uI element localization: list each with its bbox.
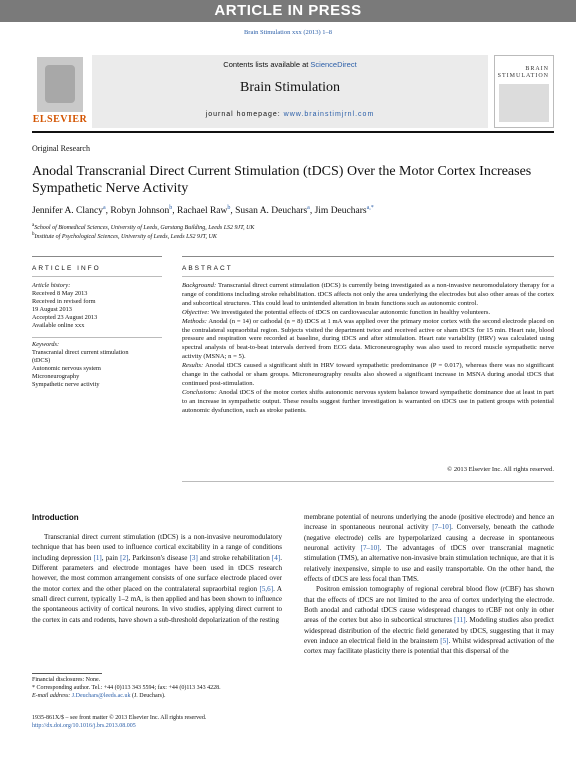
article-info-label: ARTICLE INFO (32, 265, 101, 272)
citation-link[interactable]: [7–10] (432, 523, 452, 532)
author[interactable]: Susan A. Deuchars$^a$ (235, 205, 310, 217)
article-info (32, 282, 162, 389)
citation-link[interactable]: [1] (93, 553, 102, 562)
keyword: Autonomic nervous system (32, 364, 101, 372)
abstract-subrule (182, 276, 554, 277)
abstract-body (182, 282, 554, 416)
email-link[interactable]: J.Deuchars@leeds.ac.uk (71, 693, 131, 699)
publisher-name: ELSEVIER (32, 114, 88, 125)
article-category: Original Research (32, 144, 90, 153)
history-heading: Article history: (32, 282, 71, 289)
copyright-notice: © 2013 Elsevier Inc. All rights reserved. (447, 466, 554, 473)
history-item: 19 August 2013 (32, 306, 72, 314)
cover-title (498, 66, 549, 80)
elsevier-tree-icon (37, 57, 83, 112)
issn-line: 1935-861X/$ – see front matter © 2013 Elsevier Inc. All rights reserved. (32, 715, 207, 721)
history-item: Available online xxx (32, 322, 85, 330)
abstract-results: Results: Anodal tDCS caused a significant shift in HRV toward sympathetic predominance (P = 0.017), whereas there was no significant change in the cathodal or sham groups. Microneurography results also showed a significant increase in MSNA during anodal tDCS that continued post-stimulation. (182, 362, 554, 387)
footnote-disclosure: Financial disclosures: None. (32, 677, 101, 683)
homepage-prefix: journal homepage: (205, 111, 281, 118)
article-info-rule (32, 256, 162, 257)
paragraph: Positron emission tomography of regional cerebral blood flow (rCBF) has shown that the effects of tDCS are not limited to the area of cortex underlying the electrode. Both anodal and cathodal tDCS cause widespread changes to rCBF not only in other areas of the cortex but also in subcortical structures [11]. Modeling studies also predict widespread distribution of the electric field generated by tDCS, suggesting that it may even induce an electrical field in the brainstem [5]. Whilst widespread activation of the cortex may facilitate plasticity there is potential that this dispersal of the (304, 585, 555, 656)
footnote-rule (32, 673, 102, 674)
info-divider (32, 337, 162, 338)
abstract-bottom-rule (182, 481, 554, 482)
abstract-objective: Objective: We investigated the potential effects of tDCS on cardiovascular autonomic function in healthy volunteers. (182, 308, 491, 316)
footnote-corresponding: * Corresponding author. Tel.: +44 (0)113 343 5594; fax: +44 (0)113 343 4228. (32, 685, 221, 691)
affiliation: $^b$Institute of Psychological Sciences, University of Leeds, Leeds LS2 9JT, UK (32, 232, 217, 240)
author-list: Jennifer A. Clancy$^a$, Robyn Johnson$^b$, Rachael Raw$^b$, Susan A. Deuchars$^a$, Jim Deuchars$^{a,*}$ (32, 205, 374, 217)
section-heading-introduction: Introduction (32, 513, 79, 522)
body-column-left (32, 532, 282, 625)
affiliation: $^a$School of Biomedical Sciences, University of Leeds, Garstang Building, Leeds LS2 9JT, UK (32, 223, 255, 231)
homepage-link[interactable]: www.brainstimjrnl.com (283, 111, 375, 118)
citation-link[interactable]: [3] (189, 553, 198, 562)
elsevier-logo (32, 55, 88, 128)
journal-citation[interactable]: Brain Stimulation xxx (2013) 1–8 (243, 29, 333, 36)
abstract-label: ABSTRACT (182, 265, 233, 272)
sciencedirect-link[interactable]: ScienceDirect (310, 60, 357, 69)
journal-cover-thumbnail (494, 55, 554, 128)
footnote-email: E-mail address: J.Deuchars@leeds.ac.uk (J. Deuchars). (32, 693, 166, 699)
history-item: Received 8 May 2013 (32, 290, 88, 298)
journal-name: Brain Stimulation (240, 80, 340, 95)
cover-title-line-1: BRAIN (525, 66, 549, 72)
author[interactable]: Rachael Raw$^b$ (177, 205, 231, 217)
keyword: Sympathetic nerve activity (32, 381, 100, 389)
article-in-press-banner: ARTICLE IN PRESS (0, 0, 576, 22)
author[interactable]: Jennifer A. Clancy$^a$ (32, 205, 106, 217)
journal-header (32, 55, 554, 128)
journal-masthead (92, 55, 488, 128)
history-item: Received in revised form (32, 298, 96, 306)
keywords-heading: Keywords: (32, 340, 60, 348)
keyword: (tDCS) (32, 356, 51, 364)
abstract-background: Background: Transcranial direct current stimulation (tDCS) is currently being investigated as a non-invasive neuromodulatory therapy for a range of conditions including stroke rehabilitation. tDCS affects not only the area underlying the electrodes but also other areas of the cortex and subcortical structures. This could lead to unintended alteration in brain functions such as autonomic control. (182, 282, 554, 307)
citation-link[interactable]: [2] (120, 553, 129, 562)
journal-homepage (92, 111, 488, 118)
abstract-conclusions: Conclusions: Anodal tDCS of the motor cortex shifts autonomic nervous system balance toward sympathetic dominance due at least in part to an increase in sympathetic output. These results suggest further investigation is warranted on tDCS use in patient groups with potential autonomic dysfunction, such as stroke patients. (182, 388, 554, 414)
abstract-methods: Methods: Anodal (n = 14) or cathodal (n = 8) tDCS at 1 mA was applied over the primary motor cortex with the second electrode placed on the contralateral supraorbital region. Subjects visited the department twice and received active or sham tDCS for 15 min. Heart rate, blood pressure and respiration were recorded at baseline, during tDCS and after stimulation. Heart rate variability (HRV) was calculated using spectral analysis of beat-to-beat intervals derived from ECG data. Microneurography was also used to record muscle sympathetic nerve activity (MSNA; n = 5). (182, 317, 554, 361)
paragraph: Transcranial direct current stimulation (tDCS) is a non-invasive neuromodulatory technique that has been used to influence cortical excitability in a range of conditions including depression [1], pain [2], Parkinson's disease [3] and stroke rehabilitation [4]. Different parameters and electrode montages have been used in tDCS research however, the most common arrangement consists of one surface electrode placed over the motor cortex and the other placed on the contralateral supraorbital region [5,6]. A small direct current, typically 1–2 mA, is then applied and has been shown to influence the spontaneous activity of cortical neurons. In vivo studies, applying direct current to the cortex in cats and rodents, have shown a sub-threshold depolarization of the resting (32, 533, 282, 624)
keyword: Microneurography (32, 372, 80, 380)
contents-line (92, 60, 488, 69)
keyword: Transcranial direct current stimulation (32, 348, 129, 356)
article-info-subrule (32, 276, 162, 277)
header-divider (32, 131, 554, 133)
cover-image (499, 84, 549, 122)
paragraph: membrane potential of neurons underlying the anode (positive electrode) and hence an increase in spontaneous neuronal activity [7–10]. Conversely, beneath the cathode (negative electrode) cells are hyperpolarized causing a decrease in spontaneous neuronal activity [7–10]. The advantages of tDCS over transcranial magnetic stimulation (TMS), an alternative non-invasive brain stimulation technique, are that it is relatively inexpensive, simple to use and easily transportable. On the other hand, the effects of tDCS are less focal than TMS. (304, 513, 554, 584)
author[interactable]: Jim Deuchars$^{a,*}$ (314, 205, 374, 217)
abstract-rule (182, 256, 554, 257)
citation-link[interactable]: [4] (271, 553, 281, 562)
citation-link[interactable]: [11] (454, 616, 466, 625)
contents-prefix: Contents lists available at (223, 60, 309, 69)
doi-link[interactable]: http://dx.doi.org/10.1016/j.brs.2013.08.005 (32, 723, 136, 729)
history-item: Accepted 23 August 2013 (32, 314, 98, 322)
cover-title-line-2: STIMULATION (497, 73, 549, 79)
article-title: Anodal Transcranial Direct Current Stimulation (tDCS) Over the Motor Cortex Increases Sympathetic Nerve Activity (32, 164, 532, 196)
citation-link[interactable]: [5,6] (259, 584, 274, 593)
body-column-right (304, 512, 554, 657)
citation-link[interactable]: [7–10] (360, 544, 380, 553)
citation-link[interactable]: [5] (440, 637, 449, 646)
author[interactable]: Robyn Johnson$^b$ (110, 205, 173, 217)
